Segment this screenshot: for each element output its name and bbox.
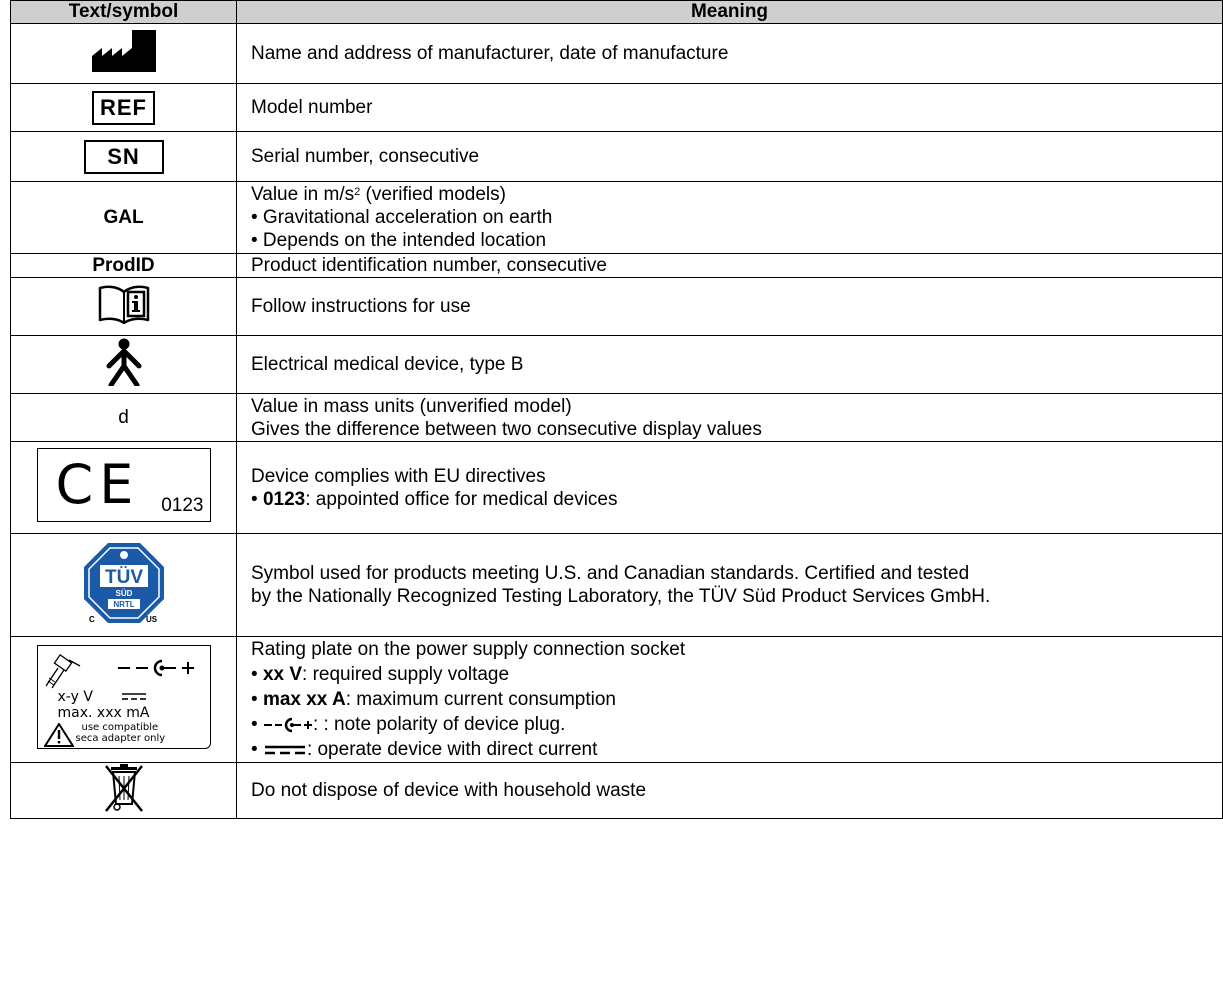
meaning-text: Follow instructions for use <box>251 296 471 317</box>
bullet-item: • Gravitational acceleration on earth <box>251 207 553 228</box>
meaning-line: Gives the difference between two consecutive display values <box>251 418 762 440</box>
meaning-cell <box>237 763 1223 819</box>
ce-mark-icon <box>37 448 211 522</box>
manufacturer-icon <box>92 30 156 72</box>
meaning-cell <box>237 534 1223 637</box>
meaning-cell <box>237 254 1223 278</box>
meaning-text: Product identification number, consecutive <box>251 255 607 276</box>
plate-warning-line: seca adapter only <box>75 733 166 744</box>
ref-symbol: REF <box>92 91 155 125</box>
table-row <box>11 24 1223 84</box>
meaning-cell <box>237 278 1223 336</box>
meaning-line: by the Nationally Recognized Testing Laboratory, the TÜV Süd Product Services GmbH. <box>251 586 991 607</box>
meaning-line <box>251 183 1222 206</box>
bullet-item <box>251 488 1222 511</box>
type-b-person-icon <box>104 338 144 386</box>
table-header-row <box>11 1 1223 24</box>
tuv-logo-sub: SÜD <box>115 588 132 598</box>
table-row <box>11 637 1223 763</box>
dc-icon <box>120 689 148 703</box>
meaning-cell <box>237 394 1223 442</box>
tuv-sud-nrtl-icon <box>82 541 166 625</box>
table-row <box>11 254 1223 278</box>
instructions-book-icon <box>97 284 151 324</box>
warning-icon <box>44 723 74 747</box>
plug-icon <box>42 652 86 690</box>
table-row <box>11 763 1223 819</box>
table-row <box>11 132 1223 182</box>
bullet-bold: 0123 <box>262 488 306 510</box>
symbol-cell <box>11 534 237 637</box>
meaning-cell <box>237 182 1223 254</box>
meaning-cell <box>237 442 1223 534</box>
d-label: d <box>118 406 129 428</box>
bullet-text: : operate device with direct current <box>306 739 598 760</box>
symbol-cell <box>11 763 237 819</box>
table-row <box>11 394 1223 442</box>
tuv-logo-text: TÜV <box>104 566 143 588</box>
meaning-line: Device complies with EU directives <box>251 465 546 487</box>
meaning-text: Do not dispose of device with household waste <box>251 780 647 801</box>
ce-mark: CE <box>55 453 140 516</box>
plate-voltage: x-y V <box>57 689 93 705</box>
header-text-symbol: Text/symbol <box>11 1 237 24</box>
symbol-cell <box>11 182 237 254</box>
bullet-text: : appointed office for medical devices <box>305 488 618 510</box>
symbol-cell <box>11 278 237 336</box>
symbol-cell <box>11 254 237 278</box>
tuv-logo-nrtl: NRTL <box>112 599 135 609</box>
prodid-label: ProdID <box>92 254 155 276</box>
symbol-cell <box>11 637 237 763</box>
meaning-cell <box>237 132 1223 182</box>
symbol-table <box>10 0 1223 819</box>
meaning-line: Value in mass units (unverified model) <box>251 395 572 417</box>
symbol-cell <box>11 336 237 394</box>
header-meaning: Meaning <box>237 1 1223 24</box>
bullet-item: • Depends on the intended location <box>251 230 547 251</box>
bullet-bold: xx V <box>262 664 303 685</box>
tuv-logo-c: C <box>88 614 95 624</box>
bullet-mark: • <box>251 714 263 735</box>
table-row <box>11 182 1223 254</box>
plate-current: max. xxx mA <box>57 705 150 721</box>
table-row <box>11 442 1223 534</box>
tuv-logo-us: US <box>145 614 157 624</box>
meaning-line: Symbol used for products meeting U.S. and Canadian standards. Certified and tested <box>251 563 970 584</box>
bullet-mark: • <box>251 664 263 685</box>
superscript: 2 <box>354 186 361 198</box>
meaning-text: Serial number, consecutive <box>251 146 480 167</box>
bullet-mark: • <box>251 488 263 510</box>
symbol-cell <box>11 84 237 132</box>
rating-plate-icon <box>37 645 211 749</box>
sn-symbol: SN <box>84 140 164 174</box>
bullet-item <box>251 712 1222 737</box>
table-row <box>11 278 1223 336</box>
symbol-cell <box>11 132 237 182</box>
crossed-bin-icon <box>103 764 145 812</box>
bullet-text: : required supply voltage <box>302 664 510 685</box>
bullet-text: : : note polarity of device plug. <box>312 714 566 735</box>
dc-icon <box>263 742 307 758</box>
bullet-bold: max xx A <box>262 689 346 710</box>
bullet-mark: • <box>251 739 263 760</box>
polarity-icon <box>116 658 206 678</box>
meaning-line: Rating plate on the power supply connection socket <box>251 639 686 660</box>
meaning-cell <box>237 336 1223 394</box>
ce-number: 0123 <box>161 495 204 516</box>
meaning-text: Electrical medical device, type B <box>251 354 524 375</box>
meaning-text: Model number <box>251 97 373 118</box>
meaning-cell <box>237 637 1223 763</box>
symbol-cell <box>11 394 237 442</box>
meaning-cell <box>237 84 1223 132</box>
symbol-cell <box>11 24 237 84</box>
meaning-text: Value in m/s <box>251 184 355 205</box>
meaning-cell <box>237 24 1223 84</box>
bullet-item <box>251 662 1222 687</box>
meaning-text: (verified models) <box>360 184 506 205</box>
bullet-item <box>251 737 1222 762</box>
gal-label: GAL <box>103 206 144 228</box>
symbol-cell <box>11 442 237 534</box>
plate-warning-line: use compatible <box>81 722 159 733</box>
bullet-item <box>251 687 1222 712</box>
meaning-text: Name and address of manufacturer, date of manufacture <box>251 43 729 64</box>
table-row <box>11 534 1223 637</box>
polarity-icon <box>263 717 313 733</box>
bullet-mark: • <box>251 689 263 710</box>
bullet-text: : maximum current consumption <box>345 689 617 710</box>
table-row <box>11 336 1223 394</box>
table-row <box>11 84 1223 132</box>
